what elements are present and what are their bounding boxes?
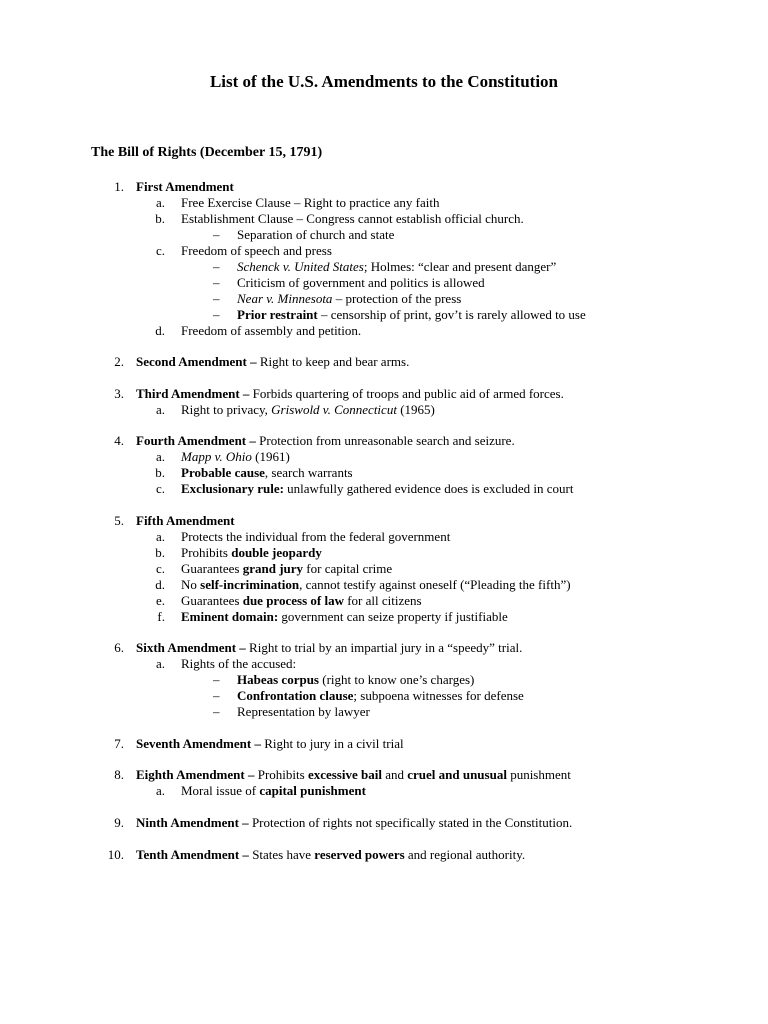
bold-term: Ninth Amendment – [136,815,249,830]
sub-item [181,195,439,211]
list-number: 10. [107,847,124,862]
sub-item [181,609,508,625]
bullet-dash: – [213,227,220,242]
bullet-dash: – [213,259,220,274]
list-number: 7. [114,736,124,751]
text-segment: Criticism of government and politics is allowed [237,275,485,290]
text-segment: Rights of the accused: [181,656,297,671]
sublist-letter: a. [155,783,165,798]
text-segment: government can seize property if justifiable [278,609,508,624]
detail-item [237,227,394,243]
text-segment: Moral issue of [181,783,260,798]
text-segment: ; subpoena witnesses for defense [353,688,524,703]
text-segment: ; Holmes: “clear and present danger” [363,259,557,274]
text-segment: States have [248,847,315,862]
amendment-item [136,179,234,195]
bullet-dash: – [213,672,220,687]
bold-term: Fourth Amendment – [136,433,256,448]
text-segment: Freedom of assembly and petition. [181,323,362,338]
bold-term: reserved powers [314,847,405,862]
sub-item [181,656,296,672]
text-segment: Protection from unreasonable search and seizure. [255,433,515,448]
amendment-item [136,847,525,863]
bold-term: Confrontation clause [237,688,354,703]
list-number: 8. [114,767,124,782]
amendment-item [136,736,404,752]
text-segment: Right to keep and bear arms. [256,354,410,369]
text-segment: Representation by lawyer [237,704,370,719]
bullet-dash: – [213,307,220,322]
bullet-dash: – [213,291,220,306]
text-segment: Guarantees [181,561,243,576]
sub-item [181,529,450,545]
sublist-letter: d. [155,577,165,592]
text-segment: No [181,577,201,592]
sublist-letter: b. [155,465,165,480]
list-number: 3. [114,386,124,401]
sub-item [181,465,353,481]
case-name: Near v. Minnesota [237,291,333,306]
text-segment: for all citizens [343,593,422,608]
list-number: 4. [114,433,124,448]
bullet-dash: – [213,275,220,290]
bold-term: double jeopardy [231,545,322,560]
sub-item [181,323,361,339]
text-segment: Protection of rights not specifically stated in the Constitution. [248,815,573,830]
sublist-letter: a. [155,195,165,210]
sub-item [181,402,435,418]
bold-term: Exclusionary rule: [181,481,284,496]
sublist-letter: a. [155,402,165,417]
list-number: 9. [114,815,124,830]
sub-item [181,783,366,799]
bold-term: Third Amendment – [136,386,250,401]
text-segment: (right to know one’s charges) [318,672,475,687]
sublist-letter: b. [155,545,165,560]
text-segment: Prohibits [181,545,232,560]
text-segment: Establishment Clause – Congress cannot establish official church. [181,211,524,226]
case-name: Schenck v. United States [237,259,364,274]
section-heading: The Bill of Rights (December 15, 1791) [91,145,323,160]
sublist-letter: c. [155,481,165,496]
bullet-dash: – [213,704,220,719]
text-segment: and [381,767,408,782]
bold-term: Eighth Amendment – [136,767,255,782]
amendment-item [136,513,235,529]
text-segment: Right to jury in a civil trial [260,736,404,751]
sublist-letter: b. [155,211,165,226]
detail-item [237,672,474,688]
sub-item [181,545,322,561]
text-segment: for capital crime [303,561,393,576]
bold-term: excessive bail [307,767,382,782]
amendment-item [136,433,515,449]
text-segment: Right to privacy, [181,402,272,417]
sub-item [181,211,524,227]
amendment-item [136,354,409,370]
bold-term: Habeas corpus [237,672,319,687]
sublist-letter: c. [155,243,165,258]
sublist-letter: a. [155,529,165,544]
document-title: List of the U.S. Amendments to the Constitution [209,72,559,91]
text-segment: Forbids quartering of troops and public aid of armed forces. [249,386,564,401]
bold-term: due process of law [242,593,344,608]
sublist-letter: d. [155,323,165,338]
list-number: 1. [114,179,124,194]
bold-term: Seventh Amendment – [136,736,261,751]
text-segment: – censorship of print, gov’t is rarely allowed to use [317,307,586,322]
bold-term: Second Amendment – [136,354,257,369]
text-segment: Protects the individual from the federal government [181,529,451,544]
sublist-letter: a. [155,449,165,464]
bold-term: capital punishment [259,783,366,798]
bold-term: Sixth Amendment – [136,640,246,655]
text-segment: Free Exercise Clause – Right to practice any faith [181,195,440,210]
amendment-item [136,386,564,402]
detail-item [237,704,370,720]
sub-item [181,561,392,577]
bullet-dash: – [213,688,220,703]
bold-term: First Amendment [136,179,234,194]
text-segment: and regional authority. [404,847,526,862]
bold-term: Tenth Amendment – [136,847,249,862]
text-segment: unlawfully gathered evidence does is excluded in court [283,481,574,496]
bold-term: Fifth Amendment [136,513,235,528]
sublist-letter: c. [155,561,165,576]
text-segment: punishment [506,767,571,782]
text-segment: Separation of church and state [237,227,395,242]
text-segment: Guarantees [181,593,243,608]
list-number: 6. [114,640,124,655]
text-segment: (1961) [251,449,290,464]
sub-item [181,577,571,593]
detail-item [237,259,556,275]
text-segment: Freedom of speech and press [181,243,332,258]
detail-item [237,688,524,704]
amendment-item [136,815,572,831]
text-segment: Prohibits [254,767,308,782]
bold-term: cruel and unusual [407,767,507,782]
sublist-letter: a. [155,656,165,671]
bold-term: Probable cause [181,465,265,480]
detail-item [237,291,461,307]
case-name: Mapp v. Ohio [181,449,252,464]
sublist-letter: f. [157,609,165,624]
bold-term: grand jury [242,561,304,576]
amendment-item [136,767,571,783]
text-segment: , cannot testify against oneself (“Pleading the fifth”) [299,577,571,592]
sub-item [181,449,290,465]
case-name: Griswold v. Connecticut [271,402,397,417]
detail-item [237,275,485,291]
bold-term: self-incrimination [200,577,300,592]
sub-item [181,243,332,259]
text-segment: – protection of the press [332,291,462,306]
sub-item [181,593,422,609]
sublist-letter: e. [155,593,165,608]
sub-item [181,481,573,497]
bold-term: Eminent domain: [181,609,279,624]
text-segment: , search warrants [264,465,353,480]
detail-item [237,307,586,323]
text-segment: (1965) [396,402,435,417]
text-segment: Right to trial by an impartial jury in a “speedy” trial. [245,640,523,655]
list-number: 5. [114,513,124,528]
list-number: 2. [114,354,124,369]
bold-term: Prior restraint [237,307,318,322]
amendment-item [136,640,522,656]
